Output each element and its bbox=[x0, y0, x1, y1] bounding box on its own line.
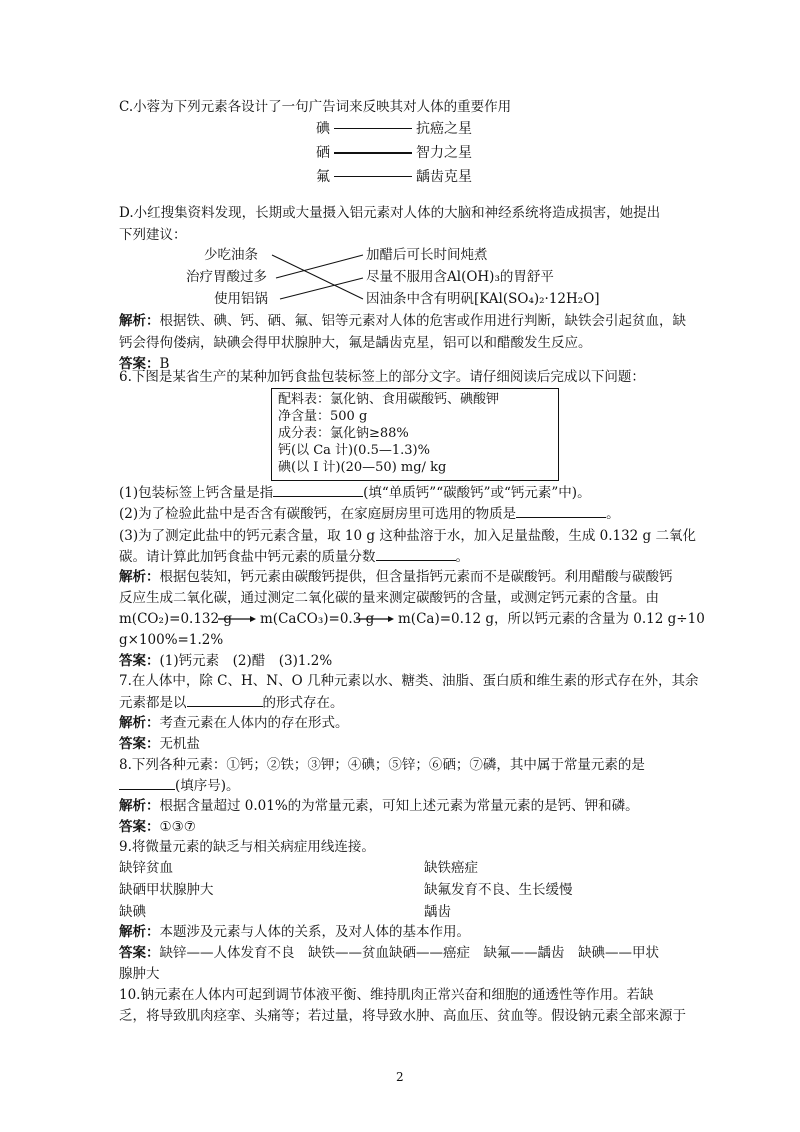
analysis-label: 解析： bbox=[119, 313, 160, 329]
answer-value: 缺锌——人体发育不良 缺铁——贫血缺硒——癌症 缺氟——龋齿 缺碘——甲状 bbox=[159, 945, 659, 961]
analysis-text: 根据含量超过 0.01%的为常量元素，可知上述元素为常量元素的是钙、钾和磷。 bbox=[159, 798, 639, 814]
analysis-line bbox=[119, 310, 684, 332]
analysis-text: 根据铁、碘、钙、硒、氟、铝等元素对人体的危害或作用进行判断，缺铁会引起贫血，缺 bbox=[159, 313, 686, 329]
answer-line bbox=[119, 650, 684, 672]
salt-label-box bbox=[271, 388, 559, 481]
label-row: 钙(以 Ca 计)(0.5—1.3)% bbox=[278, 443, 430, 458]
analysis-line bbox=[119, 712, 684, 734]
calc-caco3: m(CaCO₃)=0.3 g bbox=[260, 611, 375, 627]
match-line bbox=[276, 255, 363, 278]
analysis-label: 解析： bbox=[119, 715, 160, 731]
q6-sub3 bbox=[119, 546, 684, 568]
pair-slogan: 龋齿克星 bbox=[416, 169, 472, 185]
q9-right-item: 龋齿 bbox=[424, 904, 451, 920]
analysis-line bbox=[119, 566, 684, 588]
q9-left-item: 缺锌贫血 bbox=[119, 860, 173, 876]
blank-line[interactable] bbox=[187, 692, 263, 707]
q9-left-item: 缺硒甲状腺肿大 bbox=[119, 882, 214, 898]
question-c-text: C.小蓉为下列元素各设计了一句广告词来反映其对人体的重要作用 bbox=[119, 99, 512, 115]
answer-label: 答案： bbox=[119, 356, 160, 372]
answer-value: (1)钙元素 (2)醋 (3)1.2% bbox=[159, 653, 333, 669]
blank-line[interactable] bbox=[376, 546, 456, 561]
blank-line[interactable] bbox=[516, 503, 606, 518]
answer-label: 答案： bbox=[119, 945, 160, 961]
analysis-line bbox=[119, 921, 684, 943]
analysis-label: 解析： bbox=[119, 924, 160, 940]
answer-line bbox=[119, 816, 684, 838]
question-8-line1: 8.下列各种元素：①钙；②铁；③钾；④碘；⑤锌；⑥硒；⑦磷，其中属于常量元素的是 bbox=[119, 757, 645, 773]
question-9-intro: 9.将微量元素的缺乏与相关病症用线连接。 bbox=[119, 839, 375, 855]
q6-sub1-tail: (填“单质钙”“碳酸钙”或“钙元素”中)。 bbox=[363, 485, 591, 501]
analysis-text: 考查元素在人体内的存在形式。 bbox=[159, 715, 349, 731]
q8-tail: (填序号)。 bbox=[175, 778, 240, 794]
analysis-label: 解析： bbox=[119, 798, 160, 814]
d-right-item: 尽量不服用含Al(OH)₃的胃舒平 bbox=[366, 269, 554, 285]
answer-line2: 腺肿大 bbox=[119, 966, 160, 982]
q6-sub3-text: 碳。请计算此加钙食盐中钙元素的质量分数 bbox=[119, 549, 376, 565]
d-left-item: 少吃油条 bbox=[204, 247, 258, 263]
d-right-item: 加醋后可长时间炖煮 bbox=[366, 247, 488, 263]
blank-line[interactable] bbox=[273, 482, 363, 497]
q6-sub2-tail: 。 bbox=[606, 506, 620, 522]
arrow-head bbox=[250, 616, 256, 622]
page-number: 2 bbox=[396, 1070, 404, 1084]
d-left-item: 治疗胃酸过多 bbox=[186, 269, 267, 285]
answer-label: 答案： bbox=[119, 736, 160, 752]
answer-label: 答案： bbox=[119, 653, 160, 669]
pair-slogan: 抗癌之星 bbox=[416, 121, 472, 137]
q6-sub1-text: (1)包装标签上钙含量是指 bbox=[119, 485, 274, 501]
answer-line bbox=[119, 733, 684, 755]
analysis-line2: 反应生成二氧化碳，通过测定二氧化碳的量来测定碳酸钙的含量，或测定钙元素的含量。由 bbox=[119, 590, 659, 606]
q9-left-item: 缺碘 bbox=[119, 904, 146, 920]
label-row: 净含量：500 g bbox=[278, 409, 368, 424]
question-d-line1: D.小红搜集资料发现，长期或大量摄入铝元素对人体的大脑和神经系统将造成损害，她提出 bbox=[119, 205, 661, 221]
pair-element: 碘 bbox=[316, 121, 330, 137]
arrow-head bbox=[388, 616, 394, 622]
answer-line bbox=[119, 942, 684, 964]
pair-element: 硒 bbox=[316, 145, 330, 161]
q6-sub3-tail: 。 bbox=[455, 549, 469, 565]
label-row: 碘(以 I 计)(20—50) mg/ kg bbox=[278, 460, 447, 475]
label-row: 成分表：氯化钠≥88% bbox=[278, 426, 409, 441]
question-10-line2: 乏，将导致肌肉痉挛、头痛等；若过量，将导致水肿、高血压、贫血等。假设钠元素全部来源于 bbox=[119, 1008, 686, 1024]
answer-label: 答案： bbox=[119, 819, 160, 835]
d-left-item: 使用铝锅 bbox=[214, 291, 268, 307]
question-10-line1: 10.钠元素在人体内可起到调节体液平衡、维持肌肉正常兴奋和细胞的通透性等作用。若缺 bbox=[119, 987, 654, 1003]
blank-line[interactable] bbox=[119, 775, 175, 790]
question-d-line2: 下列建议： bbox=[119, 227, 187, 243]
analysis-label: 解析： bbox=[119, 569, 160, 585]
match-line bbox=[272, 255, 363, 299]
q6-sub3-line1: (3)为了测定此盐中的钙元素含量，取 10 g 这种盐溶于水，加入足量盐酸，生成 0.132 g 二氧化 bbox=[119, 528, 696, 544]
q9-right-item: 缺铁癌症 bbox=[424, 860, 478, 876]
q6-sub2 bbox=[119, 503, 684, 525]
calc-result: g×100%=1.2% bbox=[119, 632, 224, 648]
pair-element: 氟 bbox=[316, 169, 330, 185]
q6-sub1 bbox=[119, 482, 684, 504]
answer-value: ①③⑦ bbox=[159, 819, 196, 835]
d-right-item: 因油条中含有明矾[KAl(SO₄)₂·12H₂O] bbox=[366, 291, 600, 307]
question-8-line2 bbox=[119, 775, 684, 797]
analysis-text: 根据包装知，钙元素由碳酸钙提供，但含量指钙元素而不是碳酸钙。利用醋酸与碳酸钙 bbox=[159, 569, 673, 585]
analysis-line bbox=[119, 795, 684, 817]
label-row: 配料表：氯化钠、食用碳酸钙、碘酸钾 bbox=[278, 392, 500, 407]
q9-right-item: 缺氟发育不良、生长缓慢 bbox=[424, 882, 573, 898]
answer-value: 无机盐 bbox=[159, 736, 200, 752]
calc-ca: m(Ca)=0.12 g，所以钙元素的含量为 0.12 g÷10 bbox=[398, 611, 705, 627]
analysis-text: 本题涉及元素与人体的关系，及对人体的基本作用。 bbox=[159, 924, 470, 940]
question-7-line1: 7.在人体中，除 C、H、N、O 几种元素以水、糖类、油脂、蛋白质和维生素的形式存在外，其余 bbox=[119, 673, 699, 689]
answer-value: B bbox=[159, 356, 170, 372]
pair-slogan: 智力之星 bbox=[416, 145, 472, 161]
q7-tail: 的形式存在。 bbox=[262, 695, 344, 711]
analysis-line2: 钙会得佝偻病，缺碘会得甲状腺肿大，氟是龋齿克星，铝可以和醋酸发生反应。 bbox=[119, 335, 592, 351]
question-7-line2 bbox=[119, 692, 684, 714]
question-6-intro: 6.下图是某省生产的某种加钙食盐包装标签上的部分文字。请仔细阅读后完成以下问题： bbox=[119, 369, 645, 385]
q7-text: 元素都是以 bbox=[119, 695, 187, 711]
q6-sub2-text: (2)为了检验此盐中是否含有碳酸钙，在家庭厨房里可选用的物质是 bbox=[119, 506, 517, 522]
match-line bbox=[280, 278, 363, 299]
calc-co2: m(CO₂)=0.132 g bbox=[119, 611, 233, 627]
